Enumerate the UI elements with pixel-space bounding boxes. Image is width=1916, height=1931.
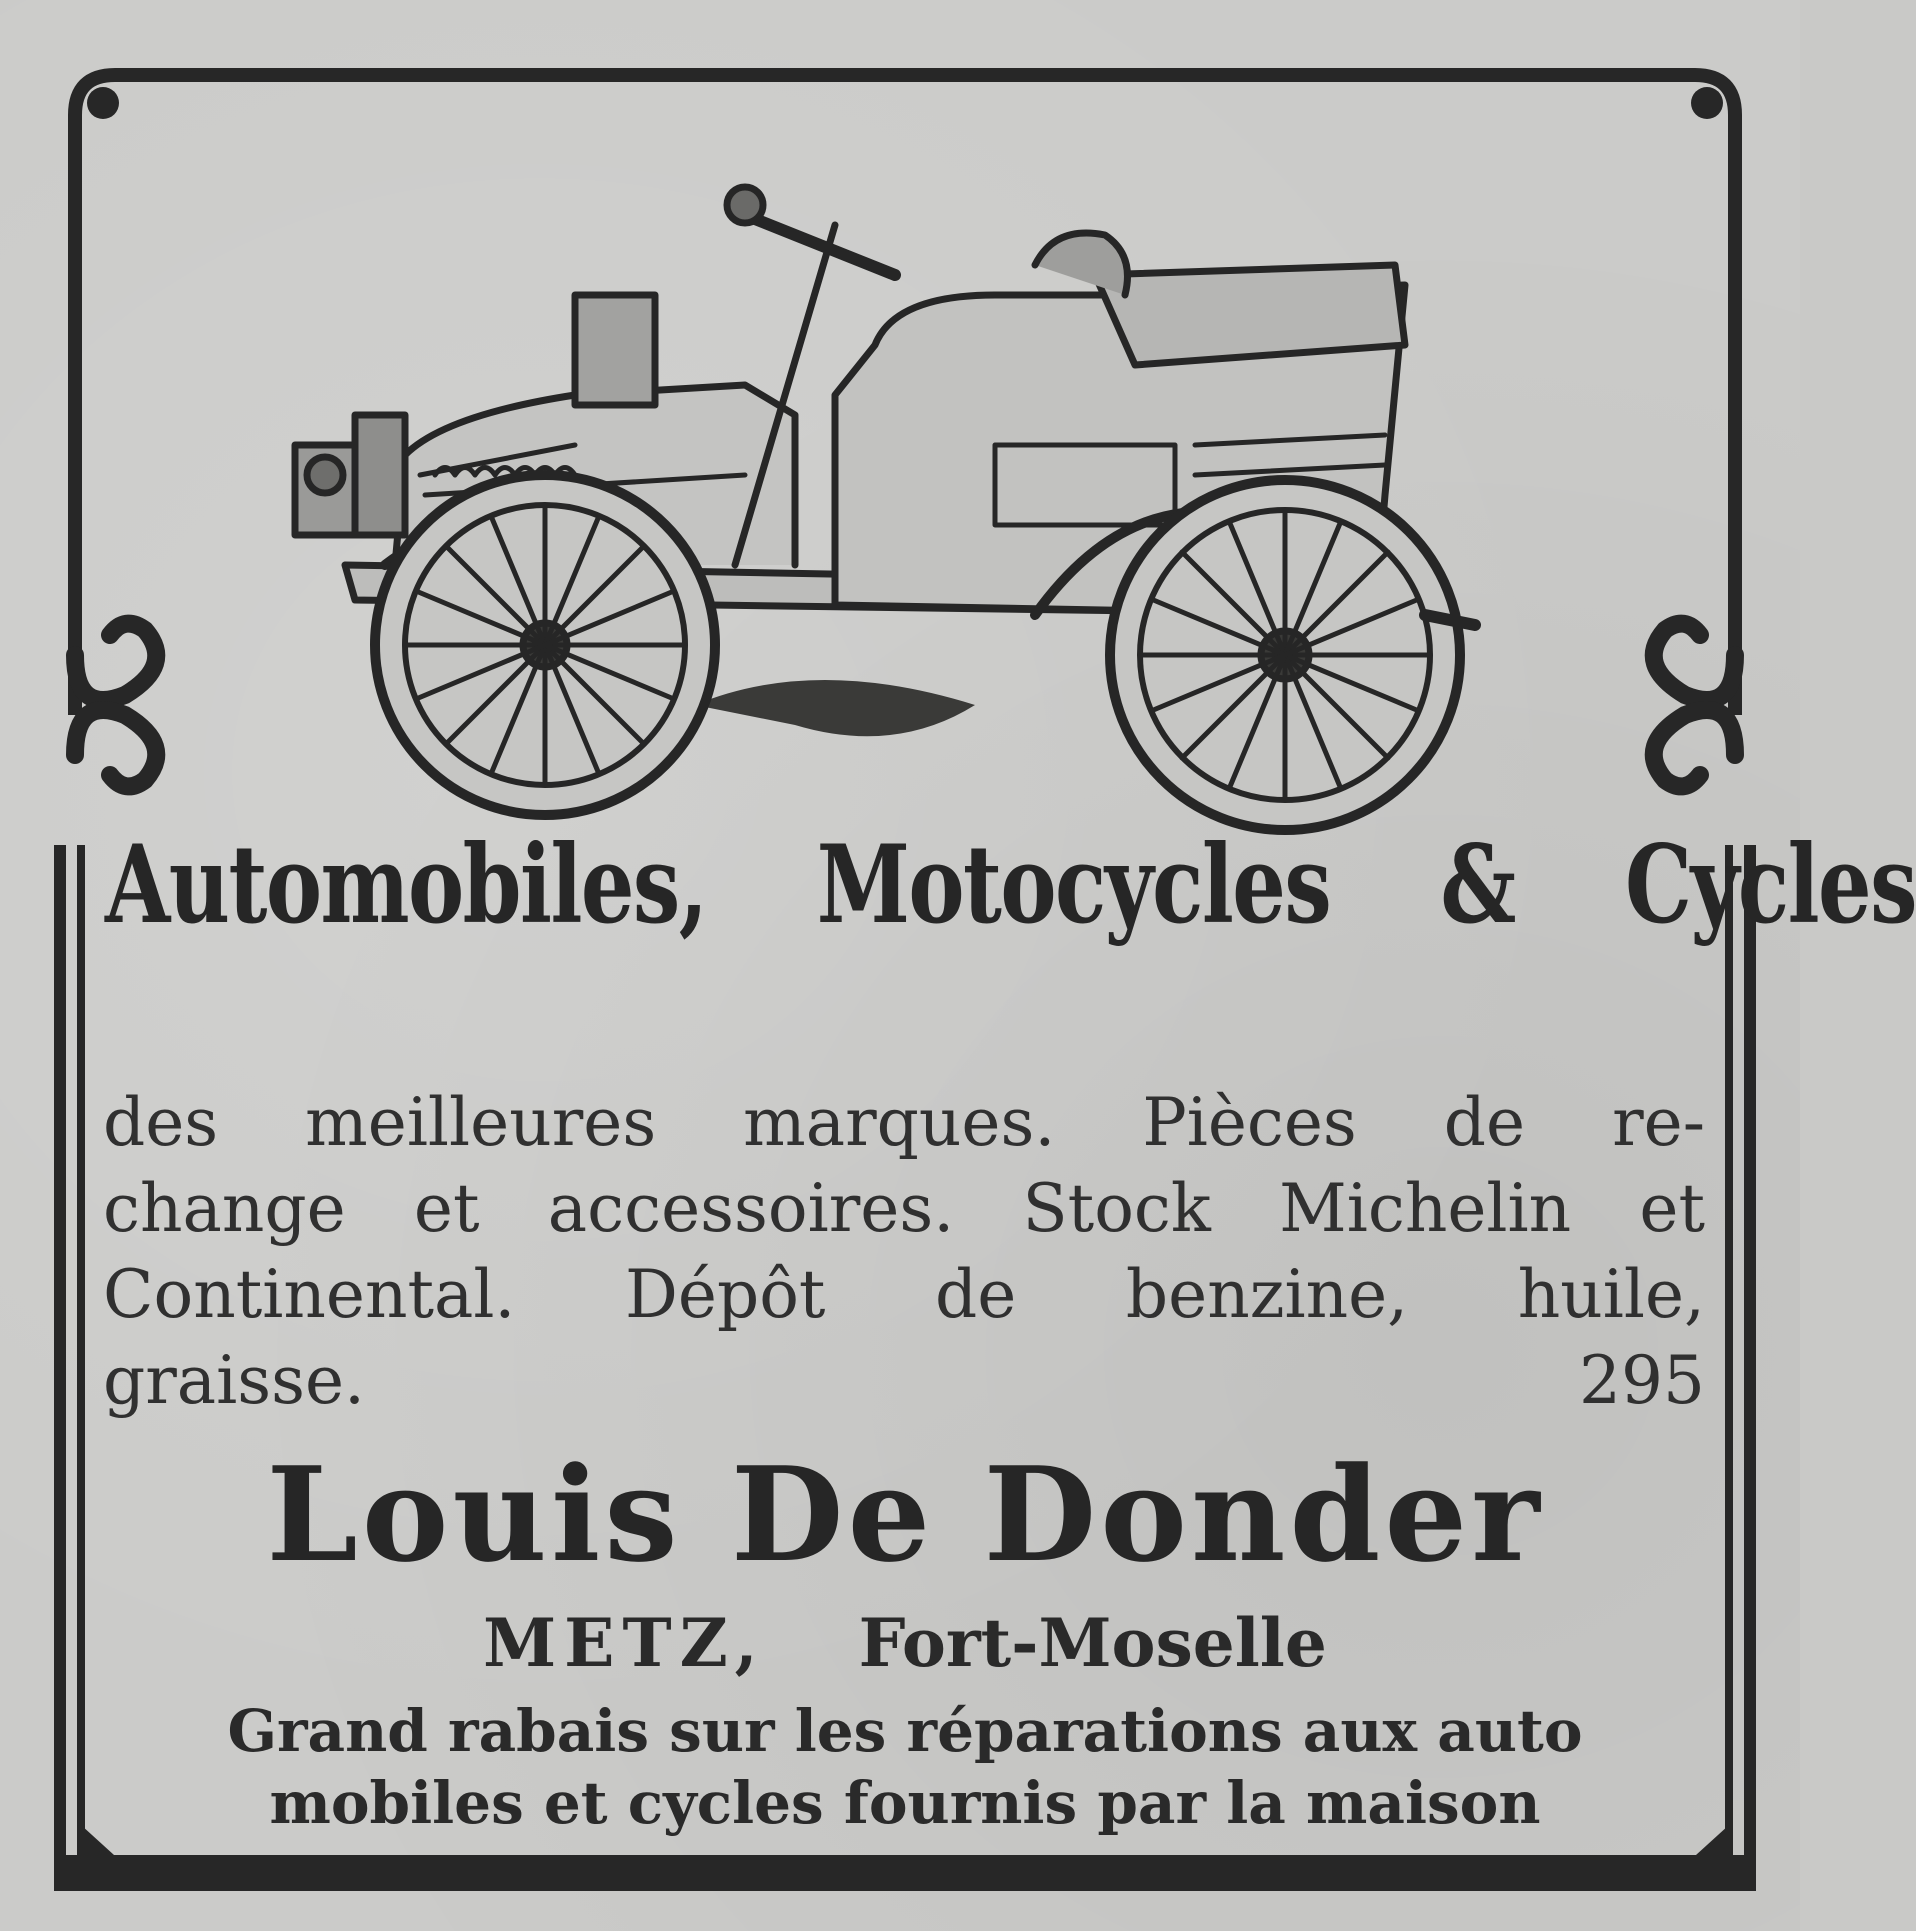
headline-word-cycles: Cycles xyxy=(1625,822,1916,948)
city-name: METZ, xyxy=(483,1604,766,1682)
headline-ampersand: & xyxy=(1440,822,1515,948)
headline-word-automobiles: Automobiles, xyxy=(105,822,707,948)
promo-text xyxy=(85,1695,1725,1839)
automobile-illustration xyxy=(275,145,1635,865)
promo-line: mobiles et cycles fournis par la maison xyxy=(269,1769,1541,1837)
reference-number: 295 xyxy=(1579,1342,1705,1419)
body-line: des meilleures marques. Pièces de re- xyxy=(103,1084,1705,1161)
advert-body xyxy=(103,1080,1705,1338)
street-name: Fort-Moselle xyxy=(858,1604,1327,1682)
body-line-graisse: graisse. xyxy=(103,1342,366,1419)
merchant-name: Louis De Donder xyxy=(266,1438,1544,1591)
merchant-address xyxy=(55,1603,1755,1683)
headline-word-motocycles: Motocycles xyxy=(816,822,1331,948)
body-line: Continental. Dépôt de benzine, huile, xyxy=(103,1256,1705,1333)
body-line: change et accessoires. Stock Michelin et xyxy=(103,1170,1705,1247)
promo-line: Grand rabais sur les réparations aux auto xyxy=(227,1697,1583,1765)
body-last-line xyxy=(103,1338,1705,1424)
advert-frame xyxy=(55,55,1916,1890)
headline xyxy=(105,822,1916,948)
